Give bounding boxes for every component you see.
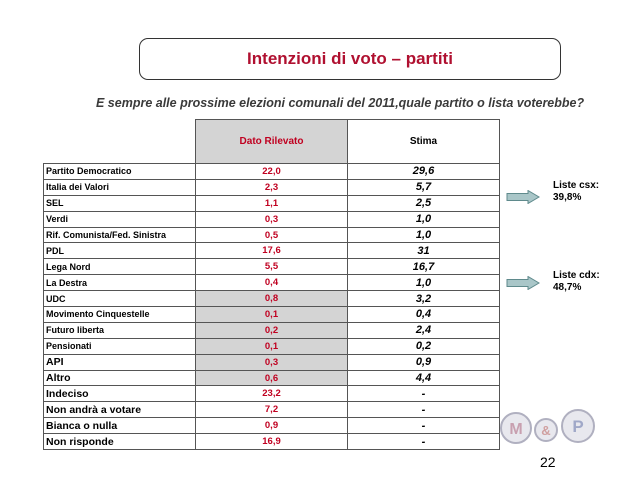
table-header-row (44, 120, 500, 164)
stima-value: 3,2 (348, 291, 500, 307)
stima-value: 5,7 (348, 179, 500, 195)
dato-rilevato-value: 0,3 (196, 211, 348, 227)
party-name: UDC (44, 291, 196, 307)
dato-rilevato-value: 16,9 (196, 434, 348, 450)
party-name: API (44, 354, 196, 370)
party-name: Altro (44, 370, 196, 386)
table-row (44, 195, 500, 211)
party-name: Indeciso (44, 386, 196, 402)
table-row (44, 291, 500, 307)
svg-text:&: & (541, 423, 551, 438)
table-row (44, 211, 500, 227)
svg-text:P: P (572, 417, 584, 436)
stima-value: 1,0 (348, 211, 500, 227)
party-name: Bianca o nulla (44, 418, 196, 434)
stima-value: 4,4 (348, 370, 500, 386)
party-name: Non andrà a votare (44, 402, 196, 418)
dato-rilevato-value: 0,5 (196, 227, 348, 243)
coalition-csx (553, 180, 599, 204)
stima-value: - (348, 386, 500, 402)
stima-value: 16,7 (348, 259, 500, 275)
dato-rilevato-value: 0,3 (196, 354, 348, 370)
table-row (44, 386, 500, 402)
party-name: PDL (44, 243, 196, 259)
table-row (44, 418, 500, 434)
dato-rilevato-value: 1,1 (196, 195, 348, 211)
dato-rilevato-value: 7,2 (196, 402, 348, 418)
page-number: 22 (540, 454, 556, 470)
stima-value: 0,2 (348, 338, 500, 354)
dato-rilevato-value: 5,5 (196, 259, 348, 275)
table-row (44, 179, 500, 195)
table-row (44, 259, 500, 275)
party-name: Lega Nord (44, 259, 196, 275)
party-name: Movimento Cinquestelle (44, 307, 196, 323)
table-row (44, 402, 500, 418)
dato-rilevato-value: 17,6 (196, 243, 348, 259)
dato-rilevato-value: 0,6 (196, 370, 348, 386)
dato-rilevato-value: 0,1 (196, 338, 348, 354)
stima-value: 0,9 (348, 354, 500, 370)
col-header-stima: Stima (348, 120, 500, 164)
company-logo (494, 408, 604, 448)
party-name: Pensionati (44, 338, 196, 354)
dato-rilevato-value: 0,8 (196, 291, 348, 307)
stima-value: - (348, 418, 500, 434)
stima-value: 2,5 (348, 195, 500, 211)
table-row (44, 322, 500, 338)
party-name: Verdi (44, 211, 196, 227)
slide-title: Intenzioni di voto – partiti (247, 49, 453, 68)
party-name: La Destra (44, 275, 196, 291)
coalition-csx-value: 39,8% (553, 192, 582, 203)
coalition-cdx-label: Liste cdx: (553, 270, 600, 281)
stima-value: 2,4 (348, 322, 500, 338)
table-row (44, 227, 500, 243)
stima-value: 0,4 (348, 307, 500, 323)
table-row (44, 164, 500, 180)
table-row (44, 243, 500, 259)
results-table (43, 119, 500, 450)
table-row (44, 307, 500, 323)
stima-value: 31 (348, 243, 500, 259)
dato-rilevato-value: 23,2 (196, 386, 348, 402)
dato-rilevato-value: 0,2 (196, 322, 348, 338)
dato-rilevato-value: 0,9 (196, 418, 348, 434)
party-name: Partito Democratico (44, 164, 196, 180)
party-name: Italia dei Valori (44, 179, 196, 195)
coalition-cdx (553, 270, 600, 294)
party-name: Non risponde (44, 434, 196, 450)
col-header-dato: Dato Rilevato (196, 120, 348, 164)
header-empty-cell (44, 120, 196, 164)
party-name: SEL (44, 195, 196, 211)
table-row (44, 434, 500, 450)
stima-value: 29,6 (348, 164, 500, 180)
stima-value: - (348, 434, 500, 450)
arrow-right-icon (506, 190, 540, 204)
table-row (44, 370, 500, 386)
stima-value: - (348, 402, 500, 418)
party-name: Rif. Comunista/Fed. Sinistra (44, 227, 196, 243)
stima-value: 1,0 (348, 275, 500, 291)
dato-rilevato-value: 0,1 (196, 307, 348, 323)
stima-value: 1,0 (348, 227, 500, 243)
svg-text:M: M (509, 421, 523, 438)
arrow-right-icon (506, 276, 540, 290)
dato-rilevato-value: 22,0 (196, 164, 348, 180)
coalition-csx-label: Liste csx: (553, 180, 600, 191)
slide-title-box (139, 38, 561, 80)
survey-question: E sempre alle prossime elezioni comunali del 2011,quale partito o lista voterebbe? (96, 96, 585, 110)
coalition-cdx-value: 48,7% (553, 282, 582, 293)
dato-rilevato-value: 2,3 (196, 179, 348, 195)
dato-rilevato-value: 0,4 (196, 275, 348, 291)
table-row (44, 275, 500, 291)
table-row (44, 338, 500, 354)
party-name: Futuro liberta (44, 322, 196, 338)
table-row (44, 354, 500, 370)
